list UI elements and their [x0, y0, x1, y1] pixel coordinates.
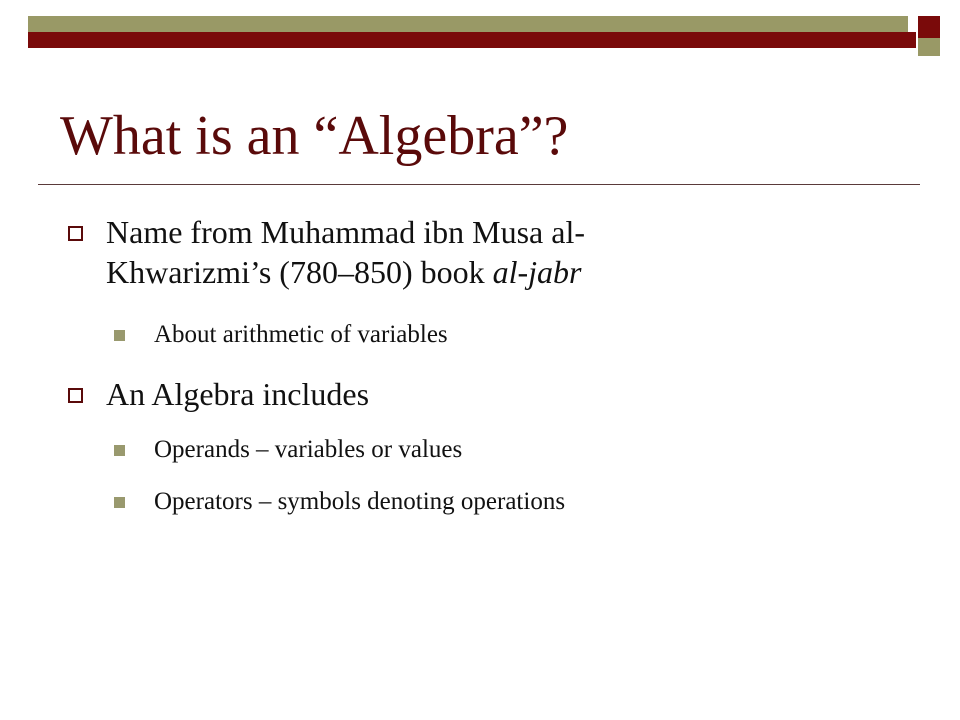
top-decorative-band [0, 0, 960, 72]
bullet-text-italic: al-jabr [492, 254, 582, 290]
bullet-text [106, 212, 585, 292]
filled-square-bullet-icon [114, 445, 125, 456]
band-olive-stripe [28, 16, 908, 32]
filled-square-bullet-icon [114, 330, 125, 341]
hollow-square-bullet-icon [68, 388, 83, 403]
bullet-text: An Algebra includes [106, 376, 370, 412]
subbullet-text: Operands – variables or values [154, 436, 463, 463]
bullet-text-line1: Name from Muhammad ibn Musa al- [106, 214, 585, 250]
band-red-square [918, 16, 940, 38]
subbullet-text: Operators – symbols denoting operations [154, 488, 566, 515]
band-red-stripe [28, 32, 916, 48]
filled-square-bullet-icon [114, 497, 125, 508]
title-divider [38, 184, 920, 185]
band-olive-square [918, 38, 940, 56]
subbullet-text: About arithmetic of variables [154, 321, 448, 348]
slide-title: What is an “Algebra”? [60, 105, 569, 167]
hollow-square-bullet-icon [68, 226, 83, 241]
bullet-text-line2: Khwarizmi’s (780–850) book [106, 254, 493, 290]
